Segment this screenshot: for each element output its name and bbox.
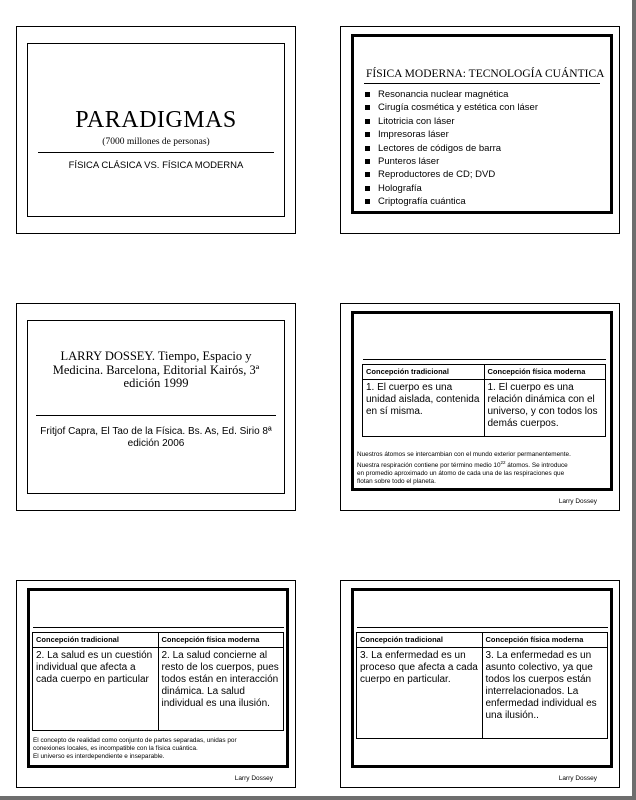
divider	[36, 415, 276, 416]
divider	[364, 83, 600, 84]
slide-concepcion-2	[16, 580, 296, 788]
slide-subtitle: (7000 millones de personas)	[102, 137, 210, 147]
divider	[38, 152, 274, 153]
slide-referencias	[16, 303, 296, 511]
slide-title: FÍSICA MODERNA: TECNOLOGÍA CUÁNTICA	[366, 68, 605, 80]
slide-author: Larry Dossey	[558, 498, 597, 505]
page-edge-bottom	[0, 796, 636, 800]
slide-inner-frame	[27, 588, 289, 768]
slide-concepcion-3	[340, 580, 620, 788]
header-traditional: Concepción tradicional	[363, 365, 485, 380]
header-traditional: Concepción tradicional	[357, 633, 483, 648]
cell-traditional: 3. La enfermedad es un proceso que afecta a cada cuerpo en particular.	[357, 648, 483, 739]
reference-dossey: LARRY DOSSEY. Tiempo, Espacio y Medicina. Barcelona, Editorial Kairós, 3ª edición 1999	[52, 349, 260, 390]
slide-concepcion-1	[340, 303, 620, 511]
header-modern: Concepción física moderna	[484, 365, 606, 380]
cell-modern: 3. La enfermedad es un asunto colectivo, ya que todos los cuerpos están interrelacionados. La enfermedad individual es una ilusión..	[482, 648, 608, 739]
page-edge-right	[632, 0, 636, 800]
bullet-list	[364, 88, 538, 209]
list-item: Impresoras láser	[364, 128, 538, 141]
list-item: Criptografía cuántica	[364, 195, 538, 208]
comparison-table	[32, 627, 284, 731]
header-traditional: Concepción tradicional	[33, 633, 159, 648]
slide-author: Larry Dossey	[234, 775, 273, 782]
comparison-table	[356, 627, 608, 739]
slide-inner-frame	[27, 320, 285, 494]
slide-inner-frame	[351, 311, 613, 491]
slide-paradigmas	[16, 26, 296, 234]
slide-inner-frame	[351, 34, 613, 214]
header-modern: Concepción física moderna	[158, 633, 284, 648]
slide-title: PARADIGMAS	[75, 107, 237, 133]
list-item: Litotricia con láser	[364, 115, 538, 128]
list-item: Resonancia nuclear magnética	[364, 88, 538, 101]
reference-capra: Fritjof Capra, El Tao de la Física. Bs. As, Ed. Sirio 8ª edición 2006	[40, 426, 272, 449]
cell-traditional: 1. El cuerpo es una unidad aislada, contenida en sí misma.	[363, 380, 485, 437]
slide-author: Larry Dossey	[558, 775, 597, 782]
slide-tecnologia-cuantica	[340, 26, 620, 234]
slide-inner-frame	[27, 43, 285, 217]
slide-caption: FÍSICA CLÁSICA VS. FÍSICA MODERNA	[68, 160, 244, 171]
list-item: Cirugía cosmética y estética con láser	[364, 101, 538, 114]
list-item: Holografía	[364, 182, 538, 195]
slide-note: Nuestros átomos se intercambian con el mundo exterior permanentemente. Nuestra respiración contiene por término medio $10^{22}$ átomos. Se introduce en promedio aproximado un átomo de cada una de las respiraciones que flotan sobre todo el planeta.	[357, 451, 571, 486]
list-item: Reproductores de CD; DVD	[364, 168, 538, 181]
list-item: Lectores de códigos de barra	[364, 142, 538, 155]
slide-note: El concepto de realidad como conjunto de partes separadas, unidas por conexiones locales, es incompatible con la física cuántica. El universo es interdependiente e inseparable.	[33, 737, 237, 760]
list-item: Punteros láser	[364, 155, 538, 168]
cell-traditional: 2. La salud es un cuestión individual que afecta a cada cuerpo en particular	[33, 648, 159, 731]
header-modern: Concepción física moderna	[482, 633, 608, 648]
cell-modern: 1. El cuerpo es una relación dinámica con el universo, y con todos los demás cuerpos.	[484, 380, 606, 437]
cell-modern: 2. La salud concierne al resto de los cuerpos, pues todos están en interacción dinámica. La salud individual es una ilusión.	[158, 648, 284, 731]
comparison-table	[362, 359, 606, 437]
slide-inner-frame	[351, 588, 613, 768]
